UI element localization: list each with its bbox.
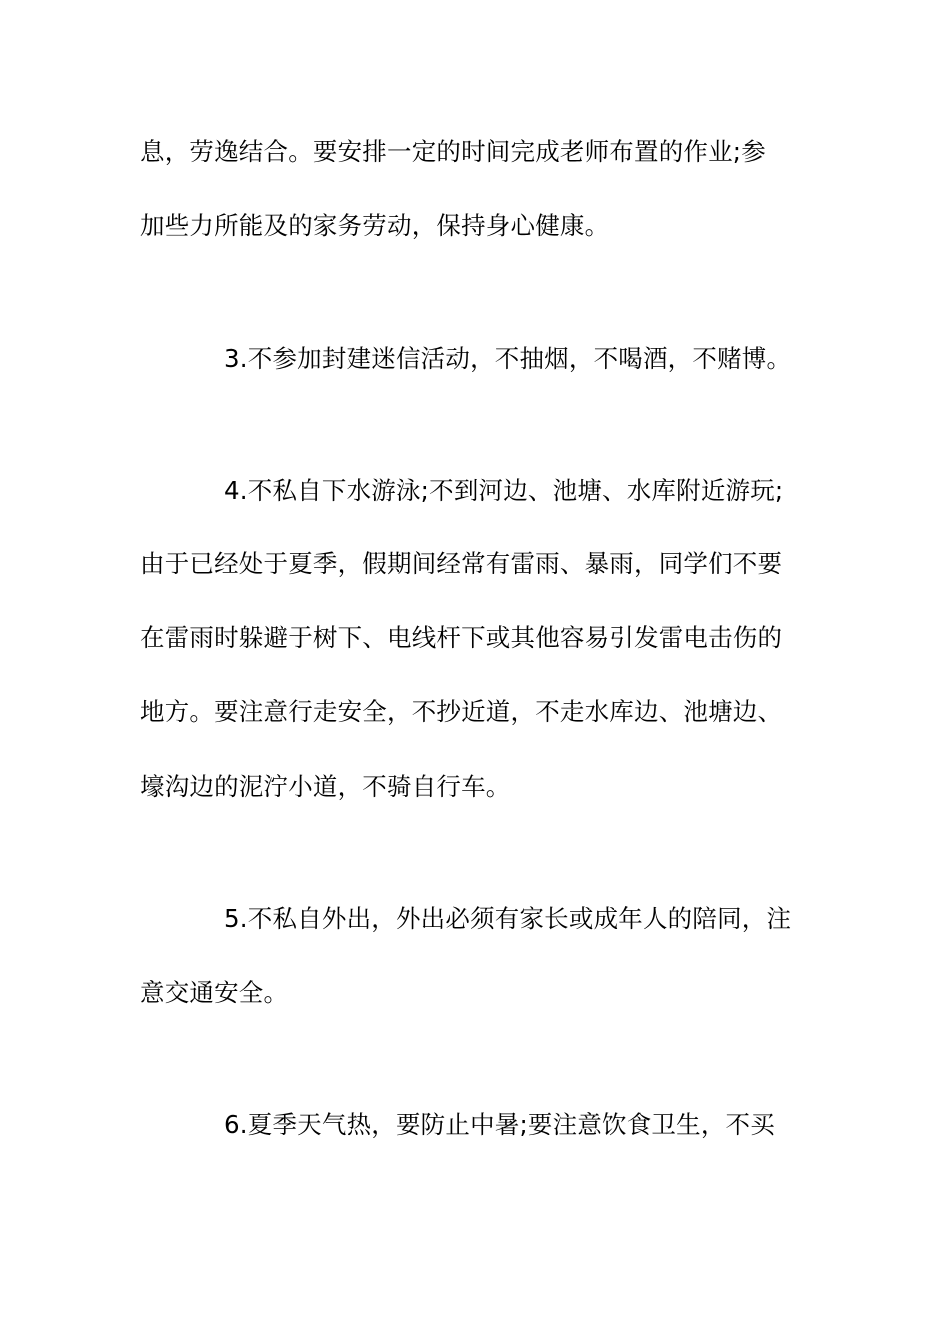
paragraph-4-line-1: 4.不私自下水游泳;不到河边、池塘、水库附近游玩;: [224, 476, 784, 505]
paragraph-4-line-5: 壕沟边的泥泞小道，不骑自行车。: [140, 772, 511, 801]
paragraph-6-line-1: 6.夏季天气热，要防止中暑;要注意饮食卫生，不买: [224, 1110, 775, 1139]
paragraph-2-line-2: 息，劳逸结合。要安排一定的时间完成老师布置的作业;参: [140, 137, 766, 166]
paragraph-4-line-4: 地方。要注意行走安全，不抄近道，不走水库边、池塘边、: [140, 697, 783, 726]
paragraph-3-line-1: 3.不参加封建迷信活动，不抽烟，不喝酒，不赌博。: [224, 344, 792, 373]
paragraph-5-line-1: 5.不私自外出，外出必须有家长或成年人的陪同，注: [224, 904, 792, 933]
paragraph-5-line-2: 意交通安全。: [140, 978, 289, 1007]
paragraph-4-line-2: 由于已经处于夏季，假期间经常有雷雨、暴雨，同学们不要: [140, 549, 783, 578]
paragraph-2-line-3: 加些力所能及的家务劳动，保持身心健康。: [140, 211, 610, 240]
paragraph-4-line-3: 在雷雨时躲避于树下、电线杆下或其他容易引发雷电击伤的: [140, 623, 783, 652]
